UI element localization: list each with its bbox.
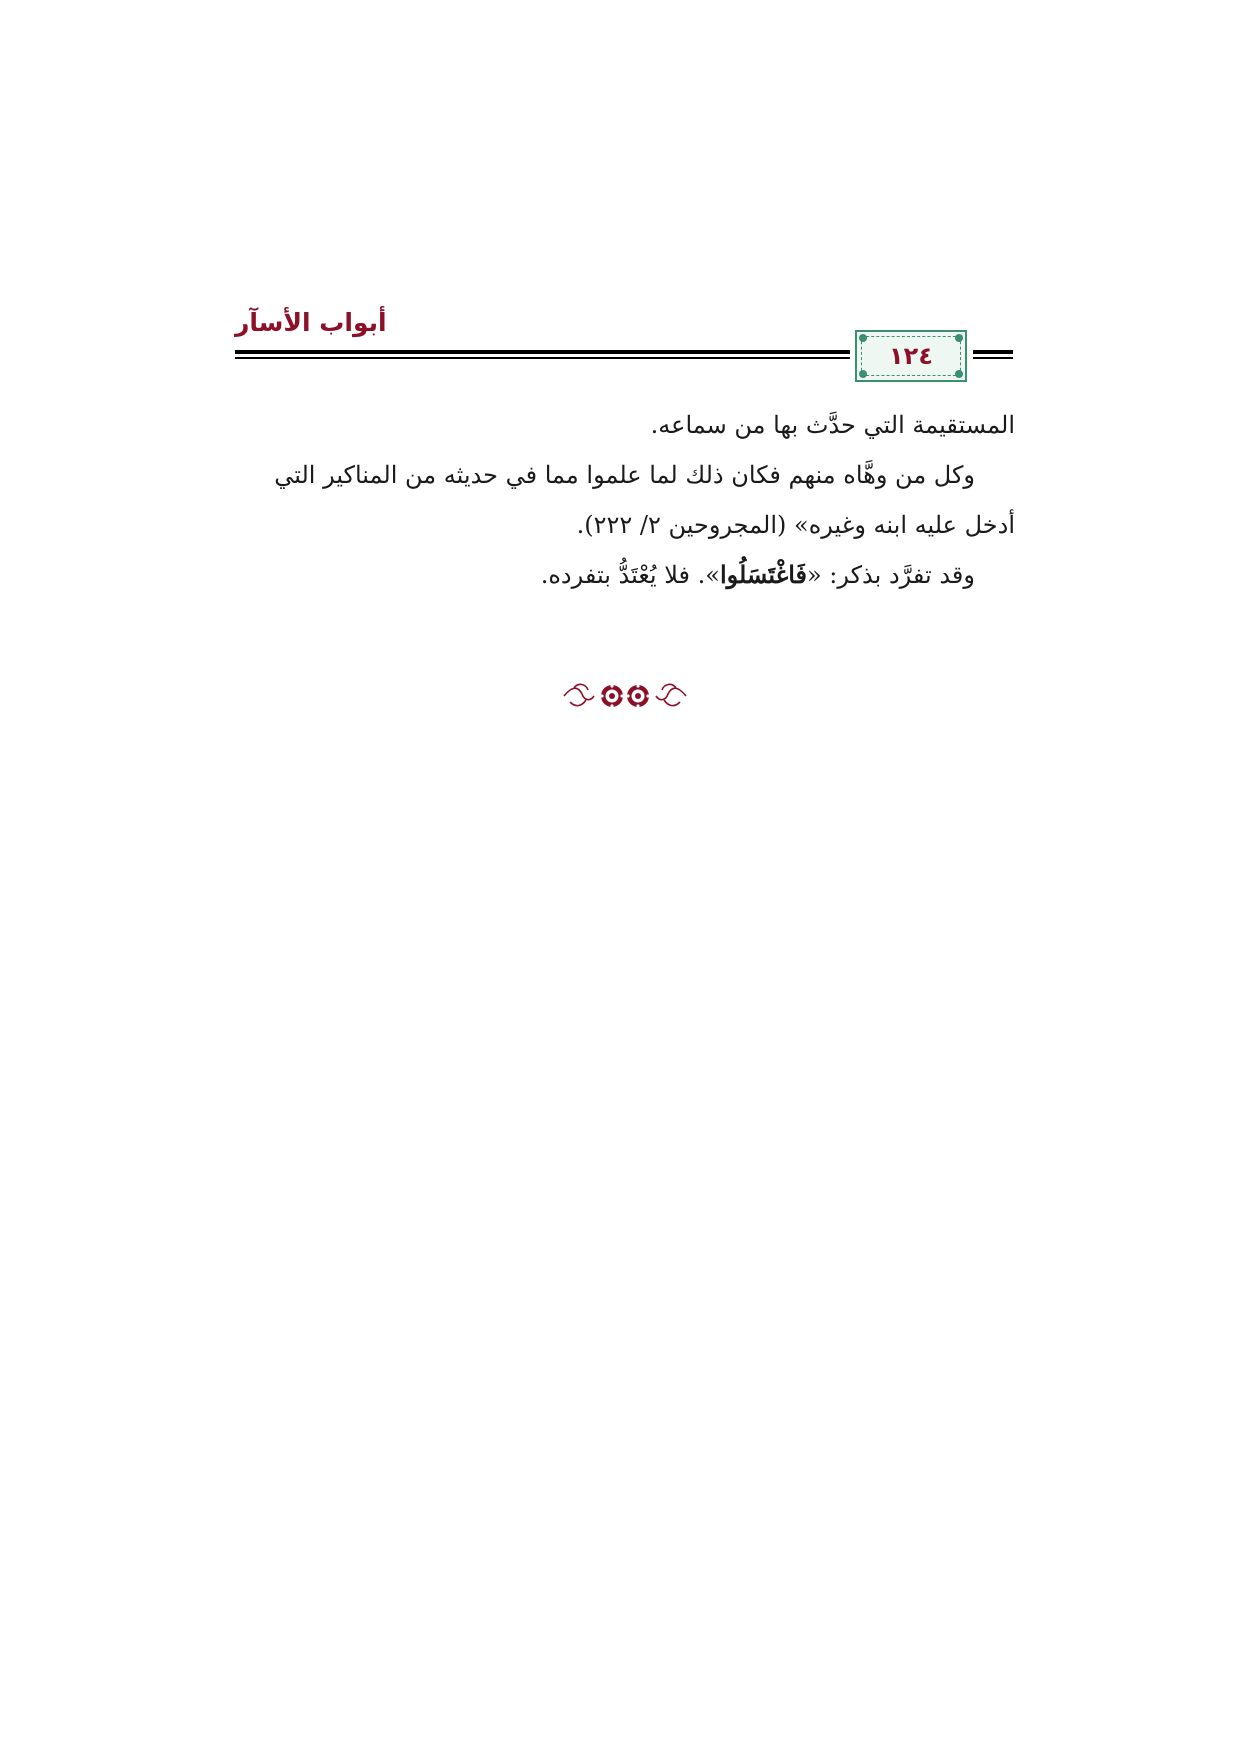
frame-corner-icon [859,334,867,342]
page-number-frame [855,330,967,382]
header-rule-left [235,350,850,360]
page-header [235,300,1015,390]
frame-corner-icon [955,370,963,378]
header-rule-right [973,350,1013,360]
floral-divider-icon [560,676,690,716]
paragraph-line [235,550,1015,600]
frame-corner-icon [859,370,867,378]
quoted-word: فَاغْتَسَلُوا [719,560,807,589]
paragraph-line: وكل من وهَّاه منهم فكان ذلك لما علموا مما في حديثه من المناكير التي [274,461,975,489]
paragraph-line: المستقيمة التي حدَّث بها من سماعه. [650,411,1015,439]
book-title: أبواب الأسآر [235,308,387,337]
page-number: ١٢٤ [889,342,933,370]
frame-corner-icon [955,334,963,342]
line-text: ». فلا يُعْتَدُّ بتفرده. [540,561,720,589]
body-text [235,400,1015,600]
line-text: وقد تفرَّد بذكر: « [806,561,975,589]
paragraph-line: أدخل عليه ابنه وغيره» (المجروحين ٢/ ٢٢٢). [576,511,1015,539]
